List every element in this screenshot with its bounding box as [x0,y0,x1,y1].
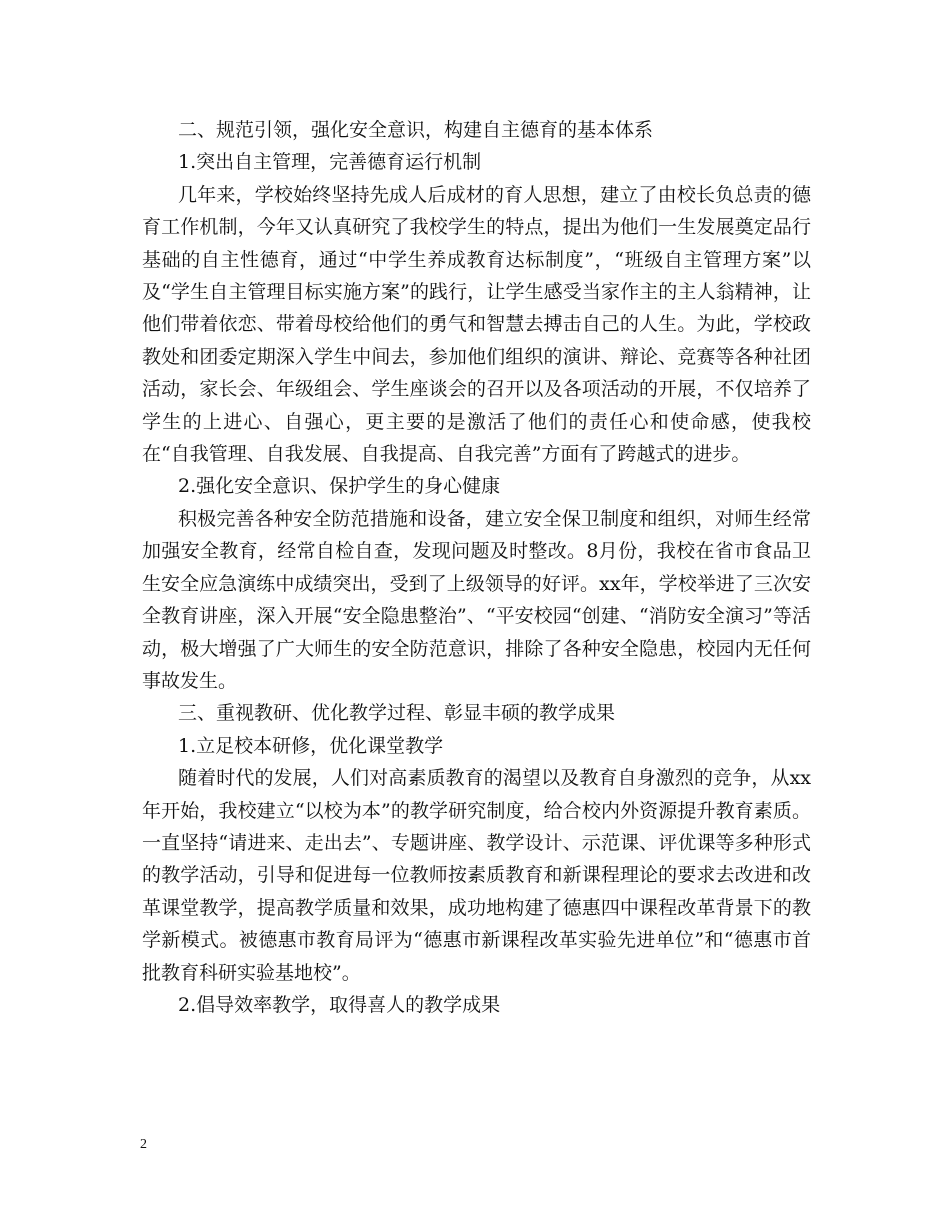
subheading-2-2: 2.强化安全意识、保护学生的身心健康 [178,475,501,498]
body-paragraph: 积极完善各种安全防范措施和设备，建立安全保卫制度和组织，对师生经常加强安全教育，经常自检自查，发现问题及时整改。8月份，我校在省市食品卫生安全应急演练中成绩突出，受到了上级领导的好评。xx年，学校举进了三次安全教育讲座，深入开展“安全隐患整治”、“平安校园“创建、“消防安全演习”等活动，极大增强了广大师生的安全防范意识，排除了各种安全隐患，校园内无任何事故发生。 [142,507,811,692]
section-heading-2: 二、规范引领，强化安全意识，构建自主德育的基本体系 [178,119,654,141]
body-paragraph: 几年来，学校始终坚持先成人后成材的育人思想，建立了由校长负总责的德育工作机制，今年又认真研究了我校学生的特点，提出为他们一生发展奠定品行基础的自主性德育，通过“中学生养成教育达标制度”，“班级自主管理方案”以及“学生自主管理目标实施方案”的践行，让学生感受当家作主的主人翁精神，让他们带着依恋、带着母校给他们的勇气和智慧去搏击自己的人生。为此，学校政教处和团委定期深入学生中间去，参加他们组织的演讲、辩论、竞赛等各种社团活动，家长会、年级组会、学生座谈会的召开以及各项活动的开展，不仅培养了学生的上进心、自强心，更主要的是激活了他们的责任心和使命感，使我校在“自我管理、自我发展、自我提高、自我完善”方面有了跨越式的进步。 [142,183,811,466]
subheading-3-2: 2.倡导效率教学，取得喜人的教学成果 [178,993,501,1016]
section-heading-3: 三、重视教研、优化教学过程、彰显丰硕的教学成果 [178,702,616,725]
document-body [142,114,811,1021]
subheading-3-1: 1.立足校本研修，优化课堂教学 [178,734,444,757]
subheading-2-1: 1.突出自主管理，完善德育运行机制 [178,151,482,174]
page-number: 2 [140,1137,147,1152]
body-paragraph: 随着时代的发展，人们对高素质教育的渴望以及教育自身激烈的竞争，从xx年开始，我校建立“以校为本”的教学研究制度，给合校内外资源提升教育素质。一直坚持“请进来、走出去”、专题讲座、教学设计、示范课、评优课等多种形式的教学活动，引导和促进每一位教师按素质教育和新课程理论的要求去改进和改革课堂教学，提高教学质量和效果，成功地构建了德惠四中课程改革背景下的教学新模式。被德惠市教育局评为“德惠市新课程改革实验先进单位”和“德惠市首批教育科研实验基地校”。 [142,767,811,984]
